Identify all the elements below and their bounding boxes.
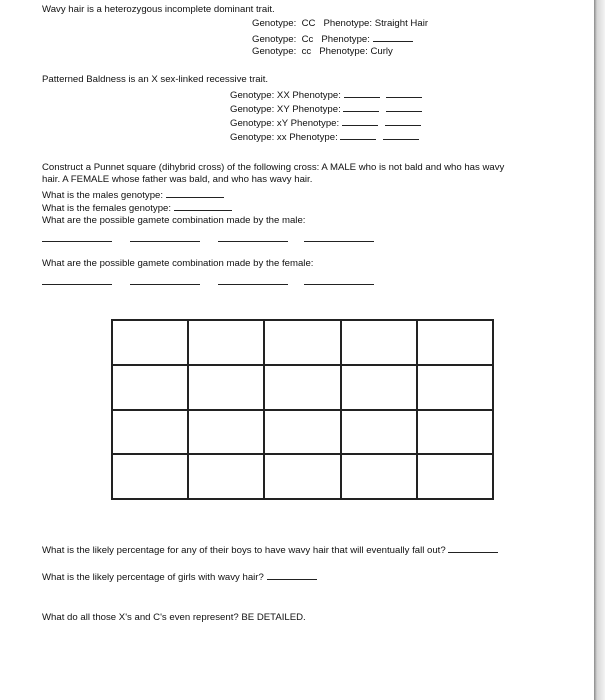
bald-blank[interactable] — [342, 116, 378, 126]
hair-row-cc-mixed: Genotype: Cc Phenotype: — [252, 32, 413, 45]
boys-percentage-blank[interactable] — [448, 543, 498, 553]
bald-row-xy-lower: Genotype: xY Phenotype: — [230, 116, 421, 129]
hair-phenotype-blank[interactable] — [373, 32, 413, 42]
girls-percentage-question: What is the likely percentage of girls with wavy hair? — [42, 570, 317, 583]
bald-blank[interactable] — [385, 116, 421, 126]
male-genotype-question: What is the males genotype: — [42, 188, 224, 201]
punnett-cell[interactable] — [188, 410, 264, 455]
male-gamete-blank-2[interactable] — [130, 241, 200, 242]
page-edge-shadow — [594, 0, 605, 700]
punnett-cell[interactable] — [341, 320, 417, 365]
punnett-cell[interactable] — [112, 410, 188, 455]
bald-blank[interactable] — [340, 130, 376, 140]
punnett-square — [111, 319, 494, 500]
male-gamete-blank-1[interactable] — [42, 241, 112, 242]
bald-blank[interactable] — [386, 102, 422, 112]
female-gamete-blank-3[interactable] — [218, 284, 288, 285]
male-genotype-blank[interactable] — [166, 188, 224, 198]
punnett-cell[interactable] — [341, 454, 417, 499]
bald-blank[interactable] — [344, 88, 380, 98]
bald-row-xx-lower: Genotype: xx Phenotype: — [230, 130, 419, 143]
punnett-cell[interactable] — [341, 410, 417, 455]
female-gamete-blank-4[interactable] — [304, 284, 374, 285]
female-genotype-question: What is the females genotype: — [42, 201, 232, 214]
female-gamete-blank-1[interactable] — [42, 284, 112, 285]
bald-blank[interactable] — [386, 88, 422, 98]
hair-row-cc-lower: Genotype: cc Phenotype: Curly — [252, 46, 393, 57]
punnett-cell[interactable] — [188, 320, 264, 365]
bald-row-xy: Genotype: XY Phenotype: — [230, 102, 422, 115]
female-gamete-blank-2[interactable] — [130, 284, 200, 285]
intro-text: Wavy hair is a heterozygous incomplete dominant trait. — [42, 4, 275, 15]
punnett-cell[interactable] — [264, 454, 340, 499]
bald-row-xx-upper: Genotype: XX Phenotype: — [230, 88, 422, 101]
punnett-cell[interactable] — [112, 365, 188, 410]
punnett-cell[interactable] — [341, 365, 417, 410]
punnett-cell[interactable] — [264, 320, 340, 365]
punnett-cell[interactable] — [188, 365, 264, 410]
punnett-cell[interactable] — [264, 365, 340, 410]
punnett-cell[interactable] — [417, 410, 493, 455]
male-gametes-question: What are the possible gamete combination made by the male: — [42, 215, 306, 226]
punnett-cell[interactable] — [188, 454, 264, 499]
punnett-instruction-line1: Construct a Punnet square (dihybrid cross) of the following cross: A MALE who is not bald and who has wavy — [42, 162, 505, 173]
female-gametes-question: What are the possible gamete combination made by the female: — [42, 258, 314, 269]
punnett-cell[interactable] — [112, 320, 188, 365]
punnett-instruction-line2: hair. A FEMALE whose father was bald, and who has wavy hair. — [42, 174, 313, 185]
punnett-cell[interactable] — [417, 320, 493, 365]
punnett-cell[interactable] — [417, 454, 493, 499]
baldness-intro-text: Patterned Baldness is an X sex-linked recessive trait. — [42, 74, 269, 85]
male-gamete-blank-3[interactable] — [218, 241, 288, 242]
bald-blank[interactable] — [383, 130, 419, 140]
punnett-cell[interactable] — [112, 454, 188, 499]
punnett-cell[interactable] — [417, 365, 493, 410]
girls-percentage-blank[interactable] — [267, 570, 317, 580]
bald-blank[interactable] — [343, 102, 379, 112]
hair-row-cc-upper: Genotype: CC Phenotype: Straight Hair — [252, 18, 429, 29]
boys-percentage-question: What is the likely percentage for any of their boys to have wavy hair that will eventually fall out? — [42, 543, 498, 556]
punnett-cell[interactable] — [264, 410, 340, 455]
represent-question: What do all those X's and C's even represent? BE DETAILED. — [42, 612, 306, 623]
male-gamete-blank-4[interactable] — [304, 241, 374, 242]
female-genotype-blank[interactable] — [174, 201, 232, 211]
